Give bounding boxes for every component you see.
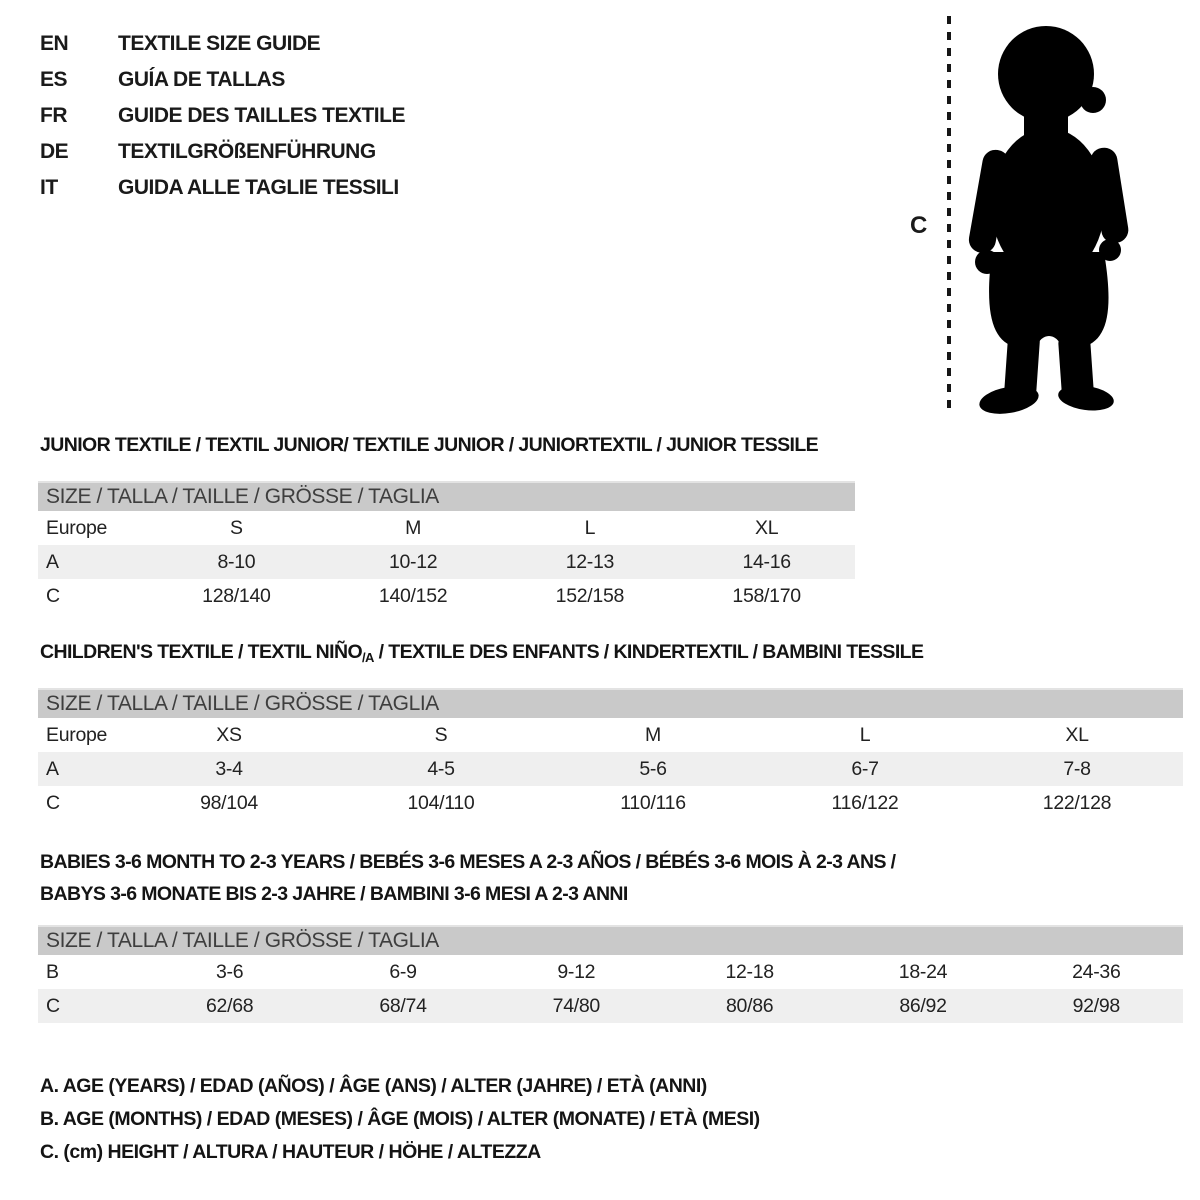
- table-cell: 12-18: [725, 960, 774, 983]
- row-label: C: [46, 791, 60, 814]
- language-title: TEXTILGRÖßENFÜHRUNG: [118, 140, 376, 163]
- language-row-it: [40, 170, 405, 206]
- table-cell: 122/128: [1042, 791, 1112, 814]
- table-cell: 3-6: [216, 960, 244, 983]
- table-cell: 12-13: [565, 550, 615, 573]
- table-cell: L: [859, 723, 871, 746]
- toddler-silhouette-icon: [962, 14, 1138, 416]
- legend-line-b: B. AGE (MONTHS) / EDAD (MESES) / ÂGE (MOIS) / ALTER (MONATE) / ETÀ (MESI): [40, 1108, 760, 1130]
- table-row: [38, 718, 1183, 752]
- table-cell: 92/98: [1072, 994, 1120, 1017]
- table-row: [38, 786, 1183, 820]
- junior-section-heading: JUNIOR TEXTILE / TEXTIL JUNIOR/ TEXTILE JUNIOR / JUNIORTEXTIL / JUNIOR TESSILE: [40, 434, 819, 456]
- row-label: C: [46, 994, 60, 1017]
- table-cell: 128/140: [202, 584, 271, 607]
- babies-section-heading: [40, 846, 895, 910]
- table-cell: 116/122: [831, 791, 899, 814]
- babies-heading-line-2: BABYS 3-6 MONATE BIS 2-3 JAHRE / BAMBINI 3-6 MESI A 2-3 ANNI: [40, 883, 628, 905]
- row-label: Europe: [46, 723, 108, 746]
- legend-line-a: A. AGE (YEARS) / EDAD (AÑOS) / ÂGE (ANS) / ALTER (JAHRE) / ETÀ (ANNI): [40, 1075, 707, 1097]
- language-code: EN: [40, 32, 69, 55]
- language-code: ES: [40, 68, 68, 91]
- language-list: [40, 26, 405, 206]
- table-cell: 7-8: [1063, 757, 1091, 780]
- table-cell: 110/116: [620, 791, 686, 814]
- table-cell: 8-10: [217, 550, 256, 573]
- table-cell: M: [405, 516, 422, 539]
- children-heading-post: / TEXTILE DES ENFANTS / KINDERTEXTIL / BAMBINI TESSILE: [373, 641, 924, 663]
- table-cell: L: [584, 516, 596, 539]
- table-cell: 140/152: [378, 584, 448, 607]
- children-heading-sub: /A: [362, 650, 374, 665]
- legend-line-c: C. (cm) HEIGHT / ALTURA / HAUTEUR / HÖHE / ALTEZZA: [40, 1141, 541, 1163]
- table-row: [38, 511, 855, 545]
- table-cell: 98/104: [200, 791, 258, 814]
- language-code: FR: [40, 104, 67, 127]
- row-label: A: [46, 550, 59, 573]
- language-title: GUÍA DE TALLAS: [118, 68, 285, 91]
- language-row-en: [40, 26, 405, 62]
- row-label: A: [46, 757, 59, 780]
- table-header-size: SIZE / TALLA / TAILLE / GRÖSSE / TAGLIA: [38, 925, 1183, 955]
- table-cell: 18-24: [898, 960, 948, 983]
- table-cell: 80/86: [725, 994, 774, 1017]
- language-title: TEXTILE SIZE GUIDE: [118, 32, 321, 55]
- table-cell: 62/68: [206, 994, 254, 1017]
- table-cell: 86/92: [899, 994, 947, 1017]
- language-row-es: [40, 62, 405, 98]
- table-cell: 9-12: [557, 960, 596, 983]
- language-code: IT: [40, 176, 58, 199]
- table-cell: 68/74: [379, 994, 427, 1017]
- language-row-fr: [40, 98, 405, 134]
- table-cell: 6-9: [389, 960, 417, 983]
- table-cell: 14-16: [742, 550, 791, 573]
- table-cell: 5-6: [639, 757, 667, 780]
- table-cell: 3-4: [215, 757, 243, 780]
- row-label: B: [46, 960, 59, 983]
- table-cell: XS: [216, 723, 242, 746]
- table-cell: XL: [754, 516, 779, 539]
- table-cell: S: [434, 723, 448, 746]
- table-cell: M: [645, 723, 661, 746]
- height-measure-dashed-line: [947, 16, 951, 416]
- table-cell: 152/158: [555, 584, 625, 607]
- table-cell: 104/110: [407, 791, 475, 814]
- language-row-de: [40, 134, 405, 170]
- children-heading-pre: CHILDREN'S TEXTILE / TEXTIL NIÑO: [40, 641, 363, 663]
- row-label: C: [46, 584, 60, 607]
- table-header-size: SIZE / TALLA / TAILLE / GRÖSSE / TAGLIA: [38, 688, 1183, 718]
- table-cell: 74/80: [552, 994, 600, 1017]
- children-size-table: [38, 688, 1183, 820]
- table-cell: S: [230, 516, 243, 539]
- language-code: DE: [40, 140, 69, 163]
- language-title: GUIDA ALLE TAGLIE TESSILI: [118, 176, 399, 199]
- measurement-legend: [40, 1070, 760, 1169]
- table-row: [38, 955, 1183, 989]
- junior-size-table: [38, 481, 855, 613]
- table-cell: XL: [1065, 723, 1089, 746]
- table-cell: 158/170: [732, 584, 801, 607]
- babies-size-table: [38, 925, 1183, 1023]
- height-measure-label: C: [910, 212, 927, 239]
- table-row: [38, 579, 855, 613]
- language-title: GUIDE DES TAILLES TEXTILE: [118, 104, 405, 127]
- table-header-size: SIZE / TALLA / TAILLE / GRÖSSE / TAGLIA: [38, 481, 855, 511]
- table-cell: 24-36: [1072, 960, 1121, 983]
- table-cell: 6-7: [851, 757, 879, 780]
- table-row: [38, 989, 1183, 1023]
- children-section-heading: [40, 641, 923, 665]
- row-label: Europe: [46, 516, 108, 539]
- table-row: [38, 752, 1183, 786]
- babies-heading-line-1: BABIES 3-6 MONTH TO 2-3 YEARS / BEBÉS 3-6 MESES A 2-3 AÑOS / BÉBÉS 3-6 MOIS À 2-3 ANS /: [40, 851, 896, 873]
- table-cell: 10-12: [388, 550, 438, 573]
- table-row: [38, 545, 855, 579]
- table-cell: 4-5: [427, 757, 455, 780]
